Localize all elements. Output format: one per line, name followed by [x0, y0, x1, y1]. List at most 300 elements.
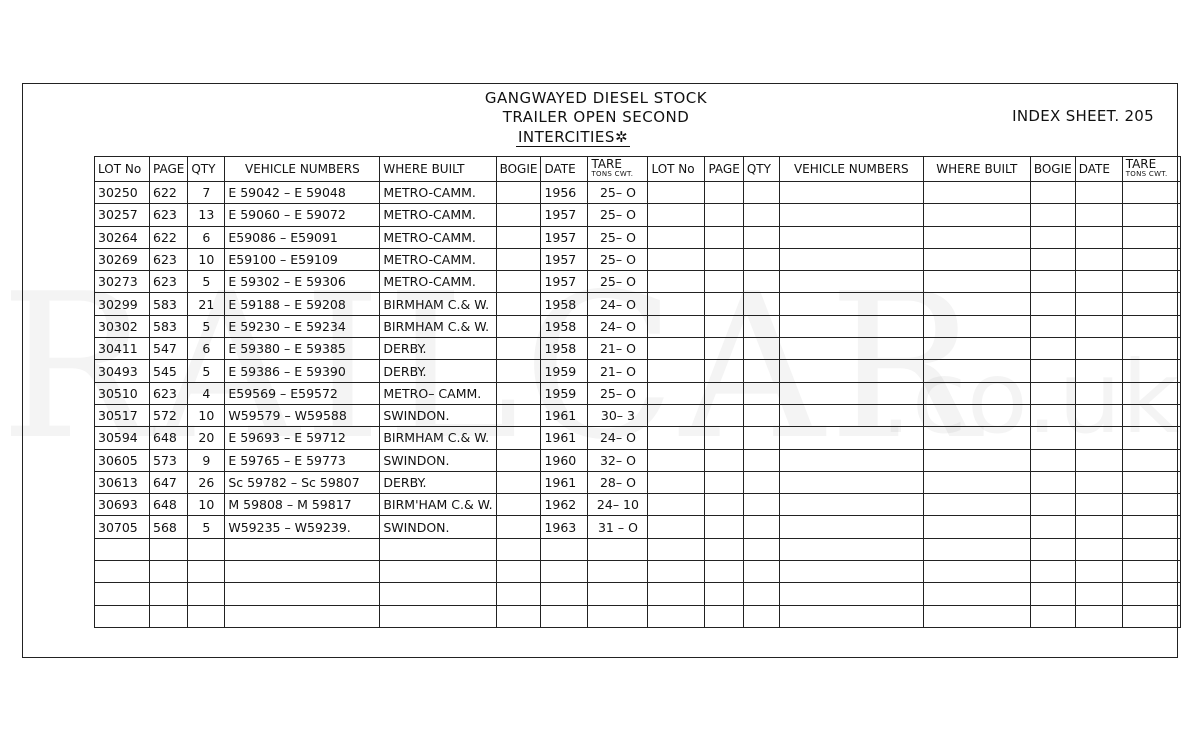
- empty-cell: [1030, 204, 1075, 226]
- empty-cell: [648, 248, 705, 270]
- cell-date: 1961: [541, 427, 588, 449]
- cell-page: 647: [150, 471, 188, 493]
- cell-lot-no: [95, 605, 150, 627]
- empty-cell: [743, 449, 779, 471]
- empty-cell: [1075, 583, 1122, 605]
- cell-vehicle-numbers: E59086 – E59091: [225, 226, 380, 248]
- cell-qty: 6: [188, 338, 225, 360]
- cell-page: 573: [150, 449, 188, 471]
- cell-tare: 32– O: [588, 449, 648, 471]
- cell-lot-no: [95, 538, 150, 560]
- table-row: [95, 382, 1181, 404]
- empty-cell: [648, 204, 705, 226]
- col-page-right: PAGE: [705, 157, 743, 182]
- cell-page: 622: [150, 226, 188, 248]
- empty-cell: [705, 471, 743, 493]
- cell-vehicle-numbers: M 59808 – M 59817: [225, 494, 380, 516]
- cell-lot-no: 30250: [95, 182, 150, 204]
- col-qty: QTY: [188, 157, 225, 182]
- cell-page: 583: [150, 293, 188, 315]
- empty-cell: [705, 605, 743, 627]
- cell-qty: 10: [188, 494, 225, 516]
- cell-date: 1958: [541, 315, 588, 337]
- cell-vehicle-numbers: E 59302 – E 59306: [225, 271, 380, 293]
- cell-page: [150, 605, 188, 627]
- empty-cell: [923, 449, 1030, 471]
- empty-cell: [1075, 226, 1122, 248]
- cell-bogie: [496, 315, 541, 337]
- table-row: [95, 494, 1181, 516]
- cell-qty: [188, 583, 225, 605]
- cell-where-built: METRO-CAMM.: [380, 204, 496, 226]
- cell-qty: 7: [188, 182, 225, 204]
- cell-tare: 24– 10: [588, 494, 648, 516]
- empty-cell: [705, 182, 743, 204]
- empty-cell: [1030, 471, 1075, 493]
- col-tare: [588, 157, 648, 182]
- empty-cell: [1030, 248, 1075, 270]
- empty-cell: [1122, 561, 1180, 583]
- cell-qty: 9: [188, 449, 225, 471]
- empty-cell: [705, 583, 743, 605]
- col-lot-no-right: LOT No: [648, 157, 705, 182]
- empty-cell: [705, 248, 743, 270]
- cell-page: 545: [150, 360, 188, 382]
- empty-cell: [1122, 471, 1180, 493]
- cell-tare: [588, 583, 648, 605]
- empty-cell: [1075, 449, 1122, 471]
- cell-page: 623: [150, 248, 188, 270]
- table-row: [95, 471, 1181, 493]
- empty-cell: [1075, 605, 1122, 627]
- cell-tare: 24– O: [588, 315, 648, 337]
- cell-where-built: DERBY.: [380, 471, 496, 493]
- empty-cell: [705, 538, 743, 560]
- table-row: [95, 360, 1181, 382]
- empty-cell: [1075, 271, 1122, 293]
- empty-cell: [705, 494, 743, 516]
- cell-where-built: SWINDON.: [380, 516, 496, 538]
- empty-cell: [648, 494, 705, 516]
- cell-vehicle-numbers: E59569 – E59572: [225, 382, 380, 404]
- cell-qty: 4: [188, 382, 225, 404]
- empty-cell: [705, 404, 743, 426]
- empty-cell: [923, 338, 1030, 360]
- cell-vehicle-numbers: E 59765 – E 59773: [225, 449, 380, 471]
- cell-tare: 31 – O: [588, 516, 648, 538]
- table-row: [95, 516, 1181, 538]
- cell-tare: 25– O: [588, 382, 648, 404]
- cell-where-built: METRO-CAMM.: [380, 182, 496, 204]
- cell-vehicle-numbers: E 59230 – E 59234: [225, 315, 380, 337]
- cell-date: 1960: [541, 449, 588, 471]
- table-row: [95, 293, 1181, 315]
- empty-cell: [743, 293, 779, 315]
- cell-vehicle-numbers: E 59060 – E 59072: [225, 204, 380, 226]
- cell-date: 1957: [541, 226, 588, 248]
- empty-cell: [705, 226, 743, 248]
- cell-bogie: [496, 605, 541, 627]
- cell-lot-no: [95, 561, 150, 583]
- cell-page: [150, 538, 188, 560]
- empty-cell: [648, 360, 705, 382]
- empty-cell: [923, 293, 1030, 315]
- table-row: [95, 561, 1181, 583]
- cell-where-built: METRO-CAMM.: [380, 248, 496, 270]
- col-qty-right: QTY: [743, 157, 779, 182]
- cell-bogie: [496, 182, 541, 204]
- empty-cell: [1075, 382, 1122, 404]
- empty-cell: [1075, 494, 1122, 516]
- cell-page: 583: [150, 315, 188, 337]
- empty-cell: [743, 561, 779, 583]
- asterisk-mark-icon: ✲: [614, 128, 629, 146]
- cell-where-built: DERBY.: [380, 360, 496, 382]
- empty-cell: [1030, 516, 1075, 538]
- empty-cell: [923, 182, 1030, 204]
- empty-cell: [648, 427, 705, 449]
- empty-cell: [1030, 538, 1075, 560]
- empty-cell: [1122, 449, 1180, 471]
- cell-date: 1962: [541, 494, 588, 516]
- empty-cell: [743, 538, 779, 560]
- empty-cell: [779, 449, 923, 471]
- cell-bogie: [496, 204, 541, 226]
- empty-cell: [1030, 449, 1075, 471]
- col-tare-label: TARE: [591, 157, 622, 171]
- cell-qty: 6: [188, 226, 225, 248]
- empty-cell: [705, 427, 743, 449]
- empty-cell: [779, 226, 923, 248]
- empty-cell: [705, 271, 743, 293]
- cell-qty: 5: [188, 315, 225, 337]
- empty-cell: [779, 182, 923, 204]
- table-header-row: [95, 157, 1181, 182]
- cell-lot-no: 30510: [95, 382, 150, 404]
- empty-cell: [1075, 561, 1122, 583]
- cell-page: [150, 561, 188, 583]
- empty-cell: [779, 204, 923, 226]
- table-row: [95, 248, 1181, 270]
- cell-vehicle-numbers: W59235 – W59239.: [225, 516, 380, 538]
- col-tare-right: [1122, 157, 1180, 182]
- cell-tare: [588, 561, 648, 583]
- empty-cell: [1075, 538, 1122, 560]
- col-vehicle-numbers: VEHICLE NUMBERS: [225, 157, 380, 182]
- cell-qty: 10: [188, 404, 225, 426]
- cell-vehicle-numbers: E 59693 – E 59712: [225, 427, 380, 449]
- cell-lot-no: 30705: [95, 516, 150, 538]
- empty-cell: [923, 583, 1030, 605]
- empty-cell: [1122, 583, 1180, 605]
- cell-where-built: DERBY.: [380, 338, 496, 360]
- table-row: [95, 315, 1181, 337]
- empty-cell: [648, 404, 705, 426]
- cell-bogie: [496, 471, 541, 493]
- empty-cell: [923, 382, 1030, 404]
- empty-cell: [779, 605, 923, 627]
- cell-vehicle-numbers: E 59042 – E 59048: [225, 182, 380, 204]
- index-sheet-label: INDEX SHEET. 205: [1012, 107, 1154, 125]
- cell-lot-no: 30257: [95, 204, 150, 226]
- table-row: [95, 538, 1181, 560]
- empty-cell: [923, 605, 1030, 627]
- empty-cell: [648, 538, 705, 560]
- col-vehicle-numbers-right: VEHICLE NUMBERS: [779, 157, 923, 182]
- cell-vehicle-numbers: [225, 605, 380, 627]
- cell-date: 1958: [541, 338, 588, 360]
- cell-tare: 24– O: [588, 427, 648, 449]
- cell-page: [150, 583, 188, 605]
- cell-bogie: [496, 561, 541, 583]
- col-lot-no: LOT No: [95, 157, 150, 182]
- table-row: [95, 182, 1181, 204]
- empty-cell: [1075, 404, 1122, 426]
- cell-bogie: [496, 226, 541, 248]
- empty-cell: [1075, 471, 1122, 493]
- cell-qty: [188, 605, 225, 627]
- cell-where-built: [380, 605, 496, 627]
- cell-where-built: [380, 583, 496, 605]
- cell-bogie: [496, 516, 541, 538]
- empty-cell: [1122, 494, 1180, 516]
- cell-vehicle-numbers: E 59188 – E 59208: [225, 293, 380, 315]
- empty-cell: [923, 538, 1030, 560]
- col-tare-label-right: TARE: [1125, 157, 1157, 171]
- empty-cell: [648, 471, 705, 493]
- col-where-built-right: WHERE BUILT: [923, 157, 1030, 182]
- empty-cell: [743, 471, 779, 493]
- cell-bogie: [496, 382, 541, 404]
- empty-cell: [1122, 427, 1180, 449]
- cell-bogie: [496, 404, 541, 426]
- empty-cell: [1075, 338, 1122, 360]
- col-tare-units-right: TONS CWT.: [1125, 170, 1168, 178]
- empty-cell: [705, 516, 743, 538]
- cell-date: 1963: [541, 516, 588, 538]
- empty-cell: [779, 494, 923, 516]
- empty-cell: [779, 583, 923, 605]
- empty-cell: [648, 583, 705, 605]
- empty-cell: [743, 404, 779, 426]
- empty-cell: [648, 315, 705, 337]
- empty-cell: [743, 427, 779, 449]
- empty-cell: [1075, 293, 1122, 315]
- cell-bogie: [496, 449, 541, 471]
- empty-cell: [743, 494, 779, 516]
- empty-cell: [1122, 338, 1180, 360]
- empty-cell: [923, 427, 1030, 449]
- empty-cell: [648, 605, 705, 627]
- empty-cell: [648, 561, 705, 583]
- cell-date: 1956: [541, 182, 588, 204]
- cell-where-built: [380, 561, 496, 583]
- cell-tare: [588, 538, 648, 560]
- col-where-built: WHERE BUILT: [380, 157, 496, 182]
- empty-cell: [923, 494, 1030, 516]
- cell-where-built: BIRMHAM C.& W.: [380, 427, 496, 449]
- empty-cell: [743, 583, 779, 605]
- cell-bogie: [496, 538, 541, 560]
- empty-cell: [779, 360, 923, 382]
- empty-cell: [923, 204, 1030, 226]
- cell-page: 623: [150, 204, 188, 226]
- cell-tare: 24– O: [588, 293, 648, 315]
- cell-bogie: [496, 583, 541, 605]
- empty-cell: [1030, 605, 1075, 627]
- cell-date: 1959: [541, 382, 588, 404]
- empty-cell: [779, 427, 923, 449]
- cell-bogie: [496, 271, 541, 293]
- empty-cell: [705, 360, 743, 382]
- cell-lot-no: 30605: [95, 449, 150, 471]
- cell-page: 622: [150, 182, 188, 204]
- cell-qty: 26: [188, 471, 225, 493]
- cell-date: [541, 538, 588, 560]
- cell-vehicle-numbers: E 59380 – E 59385: [225, 338, 380, 360]
- empty-cell: [1030, 182, 1075, 204]
- empty-cell: [779, 404, 923, 426]
- empty-cell: [1030, 561, 1075, 583]
- empty-cell: [1030, 338, 1075, 360]
- cell-bogie: [496, 494, 541, 516]
- empty-cell: [1030, 360, 1075, 382]
- table-row: [95, 605, 1181, 627]
- empty-cell: [923, 315, 1030, 337]
- empty-cell: [923, 516, 1030, 538]
- cell-lot-no: [95, 583, 150, 605]
- cell-tare: 25– O: [588, 248, 648, 270]
- cell-lot-no: 30411: [95, 338, 150, 360]
- empty-cell: [705, 382, 743, 404]
- cell-tare: 21– O: [588, 360, 648, 382]
- cell-vehicle-numbers: E59100 – E59109: [225, 248, 380, 270]
- empty-cell: [1075, 248, 1122, 270]
- cell-qty: 21: [188, 293, 225, 315]
- empty-cell: [705, 561, 743, 583]
- empty-cell: [1030, 404, 1075, 426]
- empty-cell: [779, 516, 923, 538]
- cell-page: 648: [150, 494, 188, 516]
- empty-cell: [779, 538, 923, 560]
- table-row: [95, 338, 1181, 360]
- cell-tare: 25– O: [588, 271, 648, 293]
- cell-lot-no: 30693: [95, 494, 150, 516]
- cell-qty: 5: [188, 360, 225, 382]
- empty-cell: [743, 248, 779, 270]
- cell-where-built: BIRMHAM C.& W.: [380, 293, 496, 315]
- cell-lot-no: 30273: [95, 271, 150, 293]
- cell-qty: [188, 538, 225, 560]
- empty-cell: [1030, 293, 1075, 315]
- empty-cell: [1030, 271, 1075, 293]
- empty-cell: [743, 382, 779, 404]
- empty-cell: [705, 315, 743, 337]
- empty-cell: [648, 226, 705, 248]
- cell-vehicle-numbers: [225, 583, 380, 605]
- empty-cell: [923, 248, 1030, 270]
- col-date: DATE: [541, 157, 588, 182]
- empty-cell: [1075, 516, 1122, 538]
- empty-cell: [923, 561, 1030, 583]
- cell-qty: 13: [188, 204, 225, 226]
- col-bogie: BOGIE: [496, 157, 541, 182]
- table-row: [95, 226, 1181, 248]
- empty-cell: [743, 338, 779, 360]
- empty-cell: [1122, 605, 1180, 627]
- cell-tare: 25– O: [588, 204, 648, 226]
- empty-cell: [1122, 204, 1180, 226]
- cell-date: [541, 605, 588, 627]
- cell-qty: 5: [188, 271, 225, 293]
- cell-page: 623: [150, 382, 188, 404]
- empty-cell: [1122, 382, 1180, 404]
- cell-page: 568: [150, 516, 188, 538]
- empty-cell: [923, 404, 1030, 426]
- empty-cell: [1075, 315, 1122, 337]
- empty-cell: [779, 382, 923, 404]
- cell-tare: 25– O: [588, 226, 648, 248]
- empty-cell: [779, 471, 923, 493]
- cell-where-built: METRO-CAMM.: [380, 271, 496, 293]
- table-row: [95, 271, 1181, 293]
- empty-cell: [648, 293, 705, 315]
- empty-cell: [1122, 271, 1180, 293]
- cell-lot-no: 30594: [95, 427, 150, 449]
- cell-lot-no: 30264: [95, 226, 150, 248]
- cell-bogie: [496, 293, 541, 315]
- cell-date: 1957: [541, 248, 588, 270]
- empty-cell: [779, 293, 923, 315]
- cell-bogie: [496, 338, 541, 360]
- empty-cell: [648, 182, 705, 204]
- cell-qty: [188, 561, 225, 583]
- cell-vehicle-numbers: Sc 59782 – Sc 59807: [225, 471, 380, 493]
- empty-cell: [779, 338, 923, 360]
- empty-cell: [1075, 360, 1122, 382]
- empty-cell: [1122, 315, 1180, 337]
- cell-qty: 5: [188, 516, 225, 538]
- table-row: [95, 583, 1181, 605]
- cell-vehicle-numbers: W59579 – W59588: [225, 404, 380, 426]
- cell-date: 1961: [541, 404, 588, 426]
- empty-cell: [1075, 204, 1122, 226]
- cell-vehicle-numbers: [225, 538, 380, 560]
- cell-lot-no: 30269: [95, 248, 150, 270]
- empty-cell: [743, 315, 779, 337]
- cell-bogie: [496, 248, 541, 270]
- cell-where-built: BIRM'HAM C.& W.: [380, 494, 496, 516]
- cell-where-built: [380, 538, 496, 560]
- empty-cell: [1122, 226, 1180, 248]
- empty-cell: [705, 449, 743, 471]
- col-page: PAGE: [150, 157, 188, 182]
- cell-date: [541, 561, 588, 583]
- empty-cell: [705, 293, 743, 315]
- title-line-3: [0, 128, 1173, 146]
- empty-cell: [1075, 182, 1122, 204]
- empty-cell: [705, 338, 743, 360]
- empty-cell: [1030, 226, 1075, 248]
- cell-page: 547: [150, 338, 188, 360]
- table-row: [95, 204, 1181, 226]
- empty-cell: [779, 315, 923, 337]
- cell-qty: 10: [188, 248, 225, 270]
- cell-date: 1959: [541, 360, 588, 382]
- empty-cell: [779, 248, 923, 270]
- cell-date: 1961: [541, 471, 588, 493]
- lot-table: [94, 156, 1181, 628]
